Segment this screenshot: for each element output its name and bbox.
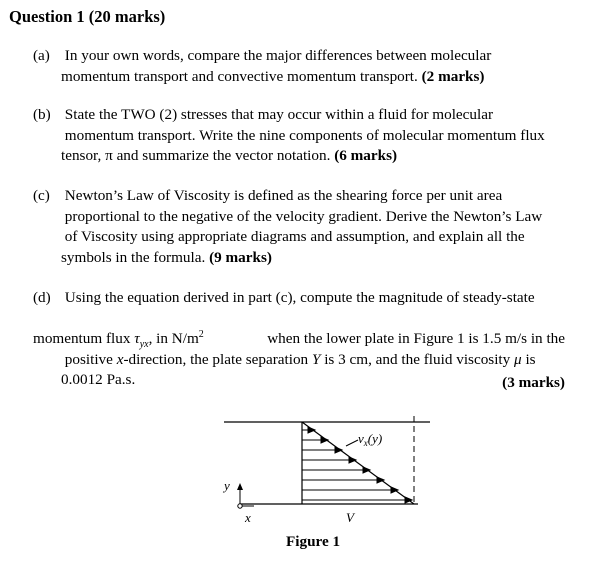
velocity-arrows [302,427,412,503]
figure-caption: Figure 1 [286,533,341,550]
part-b-marks: (6 marks) [334,147,398,164]
part-d-label: (d) [33,289,51,306]
part-d [33,288,565,391]
tau-symbol: τ [134,330,140,347]
part-d-marks: (3 marks) [502,374,565,391]
part-a-line2: momentum transport and convective momentum transport. [61,67,418,85]
part-c-label: (c) [33,187,50,204]
part-c-line4: symbols in the formula. [61,248,206,266]
part-c-marks: (9 marks) [209,248,272,266]
part-d-line3: positive x-direction, the plate separation Y is 3 cm, and the fluid viscosity μ is [64,350,536,368]
mu-symbol: μ [514,350,522,368]
origin-marker [238,504,242,508]
figure-1-diagram [218,410,438,525]
part-b-label: (b) [33,106,51,123]
part-d-line1: Using the equation derived in part (c), compute the magnitude of steady-state [64,289,535,306]
part-a-marks: (2 marks) [421,67,485,85]
part-c-line3: of Viscosity using appropriate diagrams and assumption, and explain all the [64,228,525,245]
part-b-line2: momentum transport. Write the nine components of molecular momentum flux [64,126,545,144]
part-c [33,186,565,268]
part-b [33,105,565,167]
part-a [33,46,565,87]
part-b-line1: State the TWO (2) stresses that may occur within a fluid for molecular [64,106,494,123]
part-a-label: (a) [33,47,50,64]
velocity-label: V [346,510,354,525]
question-title: Question 1 (20 marks) [9,7,166,26]
profile-label-pointer [346,440,358,446]
part-d-line4: 0.0012 Pa.s. [61,371,136,388]
part-d-line2: momentum flux $\tau_{yx}$, in $N/m^2$ when the lower plate in Figure 1 is 1.5 m/s in the [33,328,565,351]
part-c-line2: proportional to the negative of the velocity gradient. Derive the Newton’s Law [64,207,543,225]
part-a-line1: In your own words, compare the major differences between molecular [64,47,492,64]
part-b-line3: tensor, π and summarize the vector notation. [61,147,331,164]
profile-label: $v_x(y)$ [358,431,383,448]
x-axis-label: x [245,510,251,525]
y-axis-label: y [224,478,230,493]
part-c-line1: Newton’s Law of Viscosity is defined as the shearing force per unit area [64,187,503,204]
